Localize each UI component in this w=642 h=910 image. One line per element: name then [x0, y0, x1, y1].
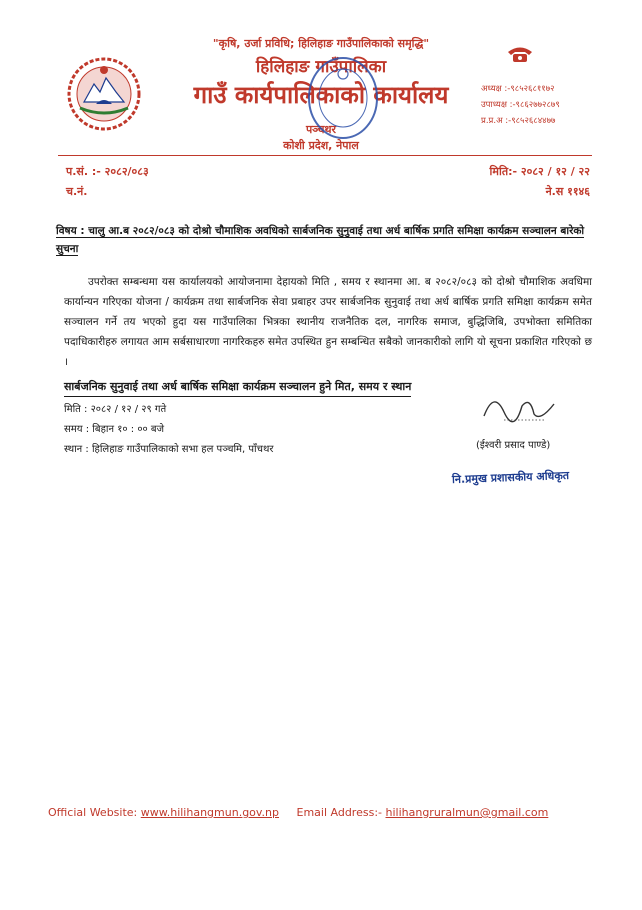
- signature-icon: [474, 386, 564, 432]
- signatory-title: नि.प्रमुख प्रशासकीय अधिकृत: [451, 468, 570, 487]
- reference-left: [66, 162, 149, 202]
- footer: [48, 806, 628, 819]
- event-heading: सार्बजनिक सुनुवाई तथा अर्ध बार्षिक समिक्षा कार्यक्रम सञ्चालन हुने मित, समय र स्थान: [64, 378, 411, 397]
- event-venue: स्थान : हिलिहाङ गाउँपालिकाको सभा हल पञ्चमि, पाँचथर: [64, 444, 274, 455]
- contact-numbers: [481, 81, 631, 129]
- phone-icon: [505, 44, 535, 64]
- event-time: समय : बिहान १० : ०० बजे: [64, 424, 165, 435]
- municipality-name: हिलिहाङ गाउँपालिका: [255, 57, 387, 77]
- patra-sankhya: प.सं. :- २०८२/०८३: [66, 165, 149, 178]
- letter-date: मिति:- २०८२ / १२ / २२: [489, 165, 590, 178]
- reference-right: [490, 162, 590, 202]
- body-paragraph: उपरोक्त सम्बन्धमा यस कार्यालयको आयोजनामा देहायको मिति , समय र स्थानमा आ. ब २०८२/०८३ को दोश्रो चौमाशिक अवधिमा कार्यान्यन गरिएका योजना / कार्यक्रम तथा सार्बजनिक सेवा प्रबाहर उपर सार्बजनिक सुनुवाई तथा अर्ध बार्षिक प्रगति समिक्षा कार्यक्रम समेत सञ्चालन गर्ने तय भएको हुदा यस गाउँपालिका भित्रका स्थानीय राजनैतिक दल, नागरिक समाज, बुद्धिजिबि, उपभोक्ता समितिका पदाधिकारीहरु लगायत आम सर्बसाधारणा नागरिकहरु समेत उपस्थित हुन सम्बन्धित सबैको जानकारीको लागि यो सूचना प्रकाशित गरिएको छ ।: [64, 276, 592, 368]
- nepal-sambat-date: ने.स ११४६: [545, 185, 590, 198]
- chalani-number: च.नं.: [66, 185, 88, 198]
- motto-text: "कृषि, उर्जा प्रविधि; हिलिहाङ गाउँपालिकाको समृद्धि": [212, 37, 430, 50]
- email-link[interactable]: hilihangruralmun@gmail.com: [385, 806, 549, 819]
- district-text: पञ्चथर: [305, 123, 337, 136]
- website-label: Official Website:: [48, 806, 138, 819]
- header-divider: [58, 155, 592, 156]
- website-link[interactable]: www.hilihangmun.gov.np: [140, 806, 280, 819]
- event-date: मिति : २०८२ / १२ / २९ गते: [64, 404, 167, 415]
- signatory-name: (ईश्वरी प्रसाद पाण्डे): [476, 440, 551, 451]
- subject-text: विषय : चालु आ.ब २०८२/०८३ को दोश्रो चौमाशिक अवधिको सार्बजनिक सुनुवाई तथा अर्ध बार्षिक प्रगति समिक्षा कार्यक्रम सञ्चालन बारेको सुचना: [56, 225, 585, 255]
- subject-line: [56, 222, 592, 258]
- province-text: कोशी प्रदेश, नेपाल: [283, 139, 359, 152]
- cao-phone: प्र.प्र.अ :-९८५२६८४४७७: [481, 116, 556, 126]
- chairperson-phone: अध्यक्ष :-९८५२६८११७२: [481, 84, 555, 94]
- vice-chairperson-phone: उपाध्यक्ष :-९८६२७७२८७९: [481, 100, 560, 110]
- email-label: Email Address:-: [296, 806, 382, 819]
- office-stamp-icon: [302, 52, 384, 144]
- office-name: गाउँ कार्यपालिकाको कार्यालय: [193, 81, 449, 109]
